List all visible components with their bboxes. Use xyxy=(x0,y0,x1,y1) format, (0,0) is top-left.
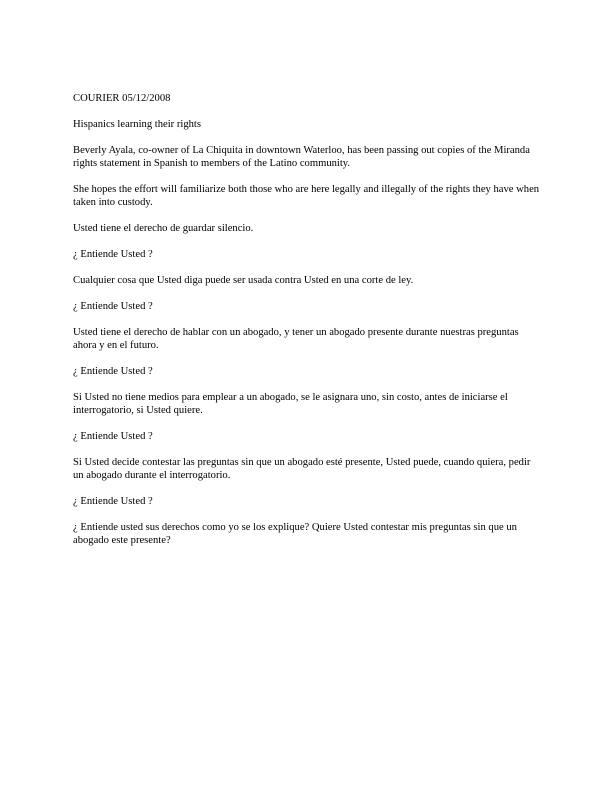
paragraph-right-evidence: Cualquier cosa que Usted diga puede ser usada contra Usted en una corte de ley. xyxy=(73,275,414,286)
paragraph-question: ¿ Entiende Usted ? xyxy=(73,431,153,442)
headline: Hispanics learning their rights xyxy=(73,119,201,130)
paragraph-question: ¿ Entiende Usted ? xyxy=(73,496,153,507)
paragraph-waiver: ¿ Entiende usted sus derechos como yo se los explique? Quiere Usted contestar mis preguntas sin que un abogado este presente? xyxy=(73,522,517,546)
paragraph-right-silence: Usted tiene el derecho de guardar silencio. xyxy=(73,223,254,234)
paragraph-purpose: She hopes the effort will familiarize both those who are here legally and illegally of the rights they have when taken into custody. xyxy=(73,184,540,208)
paragraph-right-appointed: Si Usted no tiene medios para emplear a un abogado, se le asignara uno, sin costo, antes de iniciarse el interrogatorio, si Usted quiere. xyxy=(73,392,508,416)
document-page xyxy=(73,92,543,560)
paragraph-right-stop: Si Usted decide contestar las preguntas sin que un abogado esté presente, Usted puede, cuando quiera, pedir un abogado durante el interrogatorio. xyxy=(73,457,531,481)
source-line: COURIER 05/12/2008 xyxy=(73,93,171,104)
paragraph-question: ¿ Entiende Usted ? xyxy=(73,249,153,260)
paragraph-question: ¿ Entiende Usted ? xyxy=(73,301,153,312)
paragraph-intro: Beverly Ayala, co-owner of La Chiquita in downtown Waterloo, has been passing out copies of the Miranda rights statement in Spanish to members of the Latino community. xyxy=(73,145,530,169)
paragraph-question: ¿ Entiende Usted ? xyxy=(73,366,153,377)
paragraph-right-attorney: Usted tiene el derecho de hablar con un abogado, y tener un abogado presente durante nuestras preguntas ahora y en el futuro. xyxy=(73,327,519,351)
